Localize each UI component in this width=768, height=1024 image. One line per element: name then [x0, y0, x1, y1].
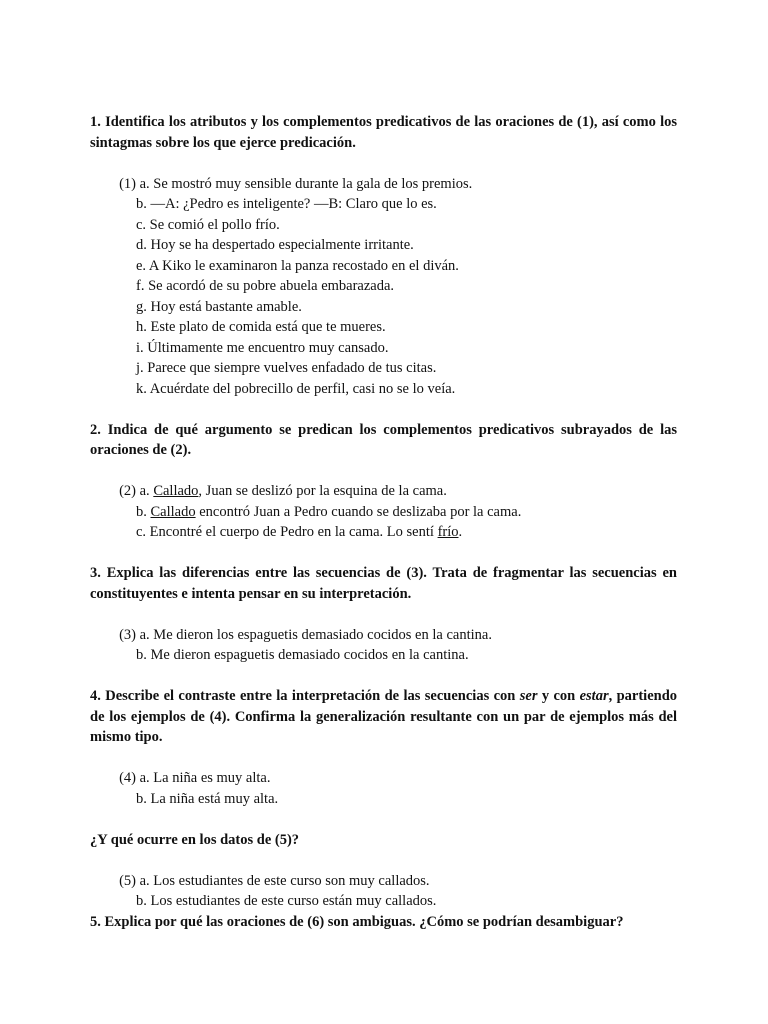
- example-1d: d. Hoy se ha despertado especialmente irritante.: [136, 237, 414, 253]
- question-1: 1. Identifica los atributos y los complementos predicativos de las oraciones de (1), así como los sintagmas sobre los que ejerce predicación.: [90, 114, 677, 151]
- example-number: (4): [119, 770, 136, 786]
- example-2a: (2) a. Callado, Juan se deslizó por la esquina de la cama.: [90, 481, 677, 502]
- example-1h: h. Este plato de comida está que te mueres.: [136, 319, 386, 335]
- example-1b: b. —A: ¿Pedro es inteligente? —B: Claro que lo es.: [136, 196, 437, 212]
- example-5b: b. Los estudiantes de este curso están muy callados.: [136, 893, 437, 909]
- example-block-4: [90, 768, 677, 809]
- example-1c: c. Se comió el pollo frío.: [136, 216, 280, 233]
- example-2b: b. Callado encontró Juan a Pedro cuando se deslizaba por la cama.: [136, 503, 522, 520]
- example-number: (3): [119, 626, 136, 643]
- example-4a: (4) a. La niña es muy alta.: [90, 768, 677, 789]
- example-block-1: [90, 174, 677, 400]
- underlined-predicative: frío: [437, 524, 459, 540]
- example-number: (1): [119, 175, 136, 192]
- example-block-2: [90, 481, 677, 543]
- question-2: 2. Indica de qué argumento se predican los complementos predicativos subrayados de las oraciones de (2).: [90, 421, 677, 458]
- example-number: (2): [119, 483, 136, 499]
- example-2c: c. Encontré el cuerpo de Pedro en la cama. Lo sentí frío.: [136, 524, 463, 540]
- example-block-3: [90, 625, 677, 666]
- example-number: (5): [119, 872, 136, 889]
- question-3: 3. Explica las diferencias entre las secuencias de (3). Trata de fragmentar las secuencias en constituyentes e intenta pensar en su interpretación.: [90, 565, 677, 602]
- example-1j: j. Parece que siempre vuelves enfadado de tus citas.: [136, 360, 437, 376]
- question-5: 5. Explica por qué las oraciones de (6) son ambiguas. ¿Cómo se podrían desambiguar?: [90, 913, 624, 930]
- question-4-followup: ¿Y qué ocurre en los datos de (5)?: [90, 831, 300, 848]
- example-4b: b. La niña está muy alta.: [136, 790, 279, 807]
- example-1f: f. Se acordó de su pobre abuela embarazada.: [136, 278, 395, 294]
- example-1k: k. Acuérdate del pobrecillo de perfil, casi no se lo veía.: [136, 380, 456, 397]
- example-3a: (3) a. Me dieron los espaguetis demasiado cocidos en la cantina.: [90, 625, 677, 646]
- example-1a: (1) a. Se mostró muy sensible durante la gala de los premios.: [90, 174, 677, 195]
- example-3b: b. Me dieron espaguetis demasiado cocidos en la cantina.: [136, 647, 469, 663]
- example-block-5: [90, 871, 677, 912]
- underlined-predicative: Callado: [150, 503, 196, 520]
- underlined-predicative: Callado: [153, 483, 199, 499]
- example-1e: e. A Kiko le examinaron la panza recostado en el diván.: [136, 257, 459, 274]
- example-1i: i. Últimamente me encuentro muy cansado.: [136, 339, 389, 356]
- exercise-sheet: [90, 112, 677, 932]
- example-1g: g. Hoy está bastante amable.: [136, 298, 302, 315]
- example-5a: (5) a. Los estudiantes de este curso son muy callados.: [90, 871, 677, 892]
- question-4: 4. Describe el contraste entre la interpretación de las secuencias con ser y con estar, partiendo de los ejemplos de (4). Confirma la generalización resultante con un par de ejemplos más del mismo tipo.: [90, 688, 678, 745]
